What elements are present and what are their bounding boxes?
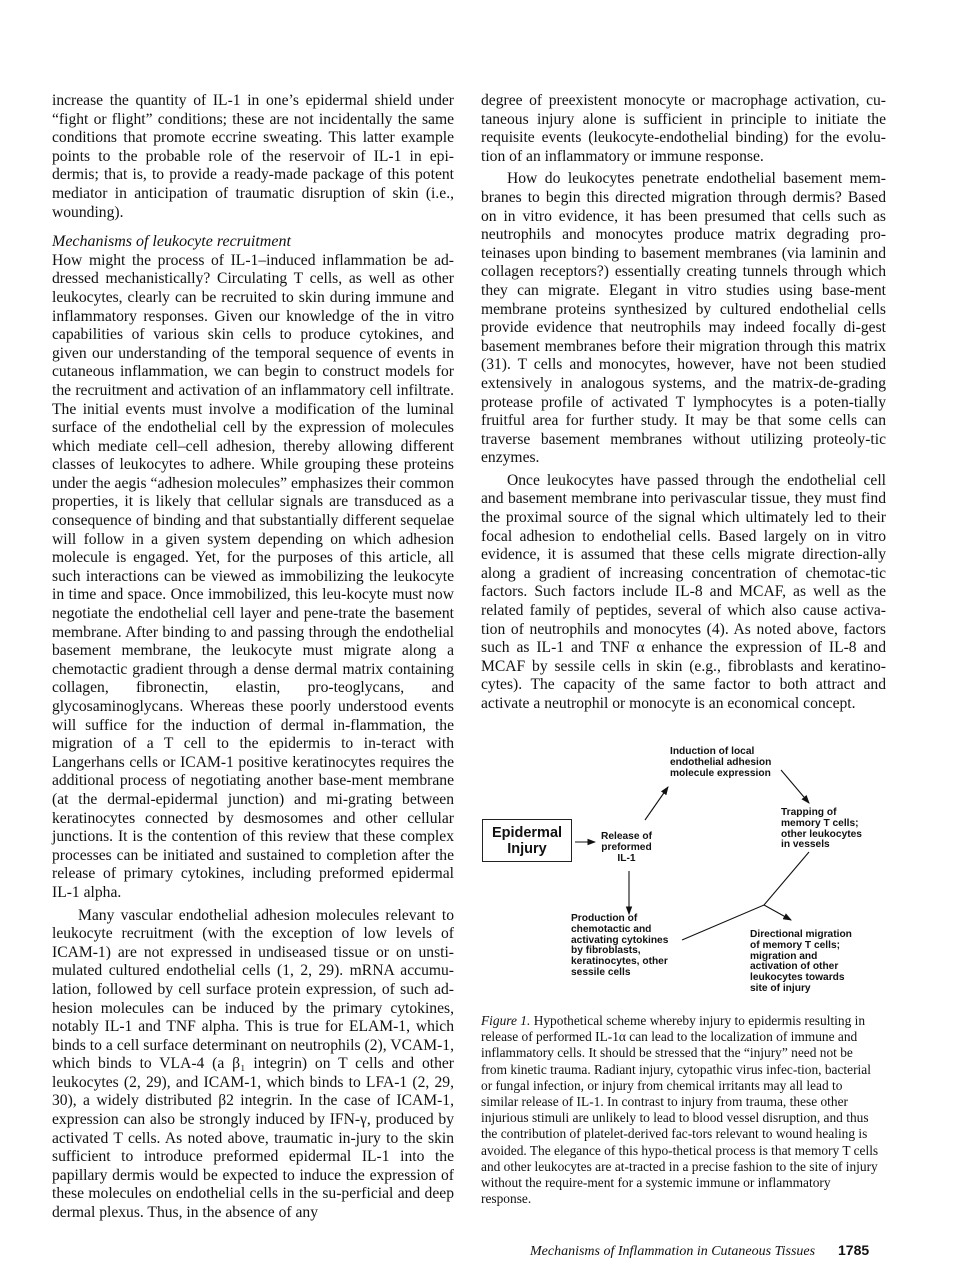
paragraph: How do leukocytes penetrate endothelial basement mem-branes to begin this directed migration through dermis? Based on in vitro evidence, it has been presumed that cells such as neutrophils and monocytes produce matrix degrading pro-teinases upon binding to basement membranes (via laminin and collagen receptors?) essentially creating tunnels through which they can migrate. Elegant in vitro studies using base-ment membrane proteins synthesized by cultured endothelial cells provide evidence that neutrophils may indeed focally di-gest basement membranes before their migration through this matrix (31). T cells and monocytes, however, have not been studied extensively in analogous systems, and the matrix-de-grading protease profile of activated T lymphocytes is a poten-tially fruitful area for further study. It may be that some cells can traverse basement membranes without utilizing proteoly-tic enzymes.	[481, 170, 886, 467]
node-text: migration and	[750, 950, 818, 962]
left-column	[52, 92, 454, 1223]
node-text: activation of other	[750, 961, 839, 973]
node-text: chemotactic and	[571, 923, 652, 935]
node-text: molecule expression	[670, 767, 771, 779]
node-text: Epidermal	[491, 824, 563, 841]
paragraph: Many vascular endothelial adhesion molecules relevant to leukocyte recruitment (with the exception of low levels of ICAM-1) are not expressed in undiseased tissue or on unsti-mulated cultured endothelial cells (1, 2, 29). mRNA accumu-lation, followed by cell surface protein expression, of such ad-hesion molecules can be induced by the primary cytokines, notably IL-1 and TNF alpha. This is true for ELAM-1, which binds to a cell surface determinant on neutrophils (2), VCAM-1, which binds to VLA-4 (a β₁ integrin) on T cells and other leukocytes (2, 29), and ICAM-1, which binds to LFA-1 (2, 29, 30), a widely distributed β2 integrin. In the case of ICAM-1, expression can also be strongly induced by IFN-γ, produced by activated T cells. As noted above, traumatic in-jury to the skin sufficient to introduce preformed epidermal IL-1 into the papillary dermis would be expected to induce the expression of these molecules on endothelial cells in the su-perficial and deep dermal plexus. Thus, in the absence of any	[52, 906, 454, 1222]
node-text: by fibroblasts,	[571, 945, 641, 957]
paragraph: increase the quantity of IL-1 in one’s epidermal shield under “fight or flight” conditions; these are not incidentally the same conditions that promote eccrine sweating. This latter example points to the probable role of the reservoir of IL-1 in epi-dermis; that is, to provide a ready-made package of this potent mediator in anticipation of traumatic disruption of skin (i.e., wounding).	[52, 92, 454, 221]
node-text: Production of	[571, 913, 638, 924]
trapping-node	[781, 808, 862, 851]
node-text: keratinocytes, other	[571, 956, 668, 968]
node-text: Release of	[601, 831, 652, 842]
paragraph: degree of preexistent monocyte or macrophage activation, cu-taneous injury alone is sufficient in principle to initiate the requisite events (leukocyte-endothelial binding) for the evolu-tion of an inflammatory or immune response.	[481, 92, 886, 165]
node-text: site of injury	[750, 982, 811, 994]
node-text: IL-1	[617, 852, 636, 864]
node-text: Directional migration	[750, 929, 852, 940]
node-text: Trapping of	[781, 807, 837, 818]
right-column	[481, 92, 886, 714]
directional-migration-node	[750, 930, 852, 995]
induction-node	[670, 747, 771, 779]
release-node	[601, 832, 652, 864]
running-title: Mechanisms of Inflammation in Cutaneous Tissues	[530, 1244, 816, 1259]
caption-text: Hypothetical scheme whereby injury to epidermis resulting in release of performed IL-1α can lead to the localization of immune and inflammatory cells. It should be stressed that the “injury” need not be from kinetic trauma. Radiant injury, cytopathic virus infec-tion, bacterial or fungal infection, or injury from chemical irritants may all lead to similar release of IL-1. In contrast to injury from trauma, these other injurious stimuli are unlikely to lead to blood vessel disruption, and thus the contribution of platelet-derived fac-tors relevant to wound healing is avoided. The elegance of this hypo-thetical process is that memory T cells and other leukocytes are at-tracted in a precise fashion to the site of injury without the require-ment for a systemic immune or inflammatory response.	[481, 1013, 879, 1207]
figure-caption	[481, 1013, 881, 1207]
node-text: endothelial adhesion	[670, 756, 772, 768]
paragraph: How might the process of IL-1–induced inflammation be ad-dressed mechanistically? Circulating T cells, as well as other leukocytes, clearly can be recruited to skin during immune and inflammatory responses. Given our knowledge of the in vitro capabilities of various skin cells to produce cytokines, and given our understanding of the temporal sequence of events in cutaneous inflammation, we can begin to construct models for the recruitment and activation of an inflammatory cell infiltrate. The initial events must involve a modification of the luminal surface of the endothelial cell by the expression of molecules which mediate cell–cell adhesion, thereby allowing different classes of leukocytes to adhere. While grouping these proteins under the aegis “adhesion molecules” emphasizes their common properties, it is likely that cellular signals are transduced as a consequence of binding and that substantially different sequelae will follow in a given system depending on which adhesion molecule is engaged. Yet, for the purposes of this article, all such interactions can be viewed as immobilizing the leukocyte in time and space. Once immobilized, this leu-kocyte must now negotiate the endothelial cell layer and pene-trate the basement membrane. After binding to and passing through the endothelial basement membrane, the leukocyte must migrate along a chemotactic gradient through a dense dermal matrix containing collagen, fibronectin, elastin, pro-teoglycans, and glycosaminoglycans. Whereas these poorly understood events will suffice for the induction of dermal in-flammation, the migration of a T cell to the epidermis to in-teract with Langerhans cells or ICAM-1 positive keratinocytes requires the additional process of negotiating another base-ment membrane (at the dermal-epidermal junction) and mi-grating between keratinocytes connected by desmosomes and other cellular junctions. It is the contention of this review that these complex processes can be initiated and sustained to completion after the release of primary cytokines, including preformed epidermal IL-1 alpha.	[52, 251, 454, 901]
node-text: memory T cells;	[781, 817, 859, 829]
diagram-arrows	[475, 740, 945, 1005]
page-number: 1785	[838, 1242, 870, 1258]
figure-1-diagram	[475, 740, 945, 1005]
production-node	[571, 914, 668, 979]
node-text: other leukocytes	[781, 828, 862, 840]
node-text: activating cytokines	[571, 934, 669, 946]
node-text: sessile cells	[571, 966, 631, 978]
node-text: Induction of local	[670, 746, 755, 757]
paragraph: Once leukocytes have passed through the endothelial cell and basement membrane into perivascular tissue, they must find the proximal source of the signal which ultimately led to their focal adhesion to endothelial cells. Based largely on in vitro evidence, it is assumed that these cells migrate direction-ally along a gradient of increasing concentration of chemotac-tic factors. Such factors include IL-8 and MCAF, as well as the related family of peptides, several of which also cause activa-tion of neutrophils and monocytes (4). As noted above, factors such as IL-1 and TNF α enhance the expression of IL-8 and MCAF by sessile cells in skin (e.g., fibroblasts and keratino-cytes). The capacity of the same factor to both attract and activate a neutrophil or monocyte is an economical concept.	[481, 471, 886, 712]
node-text: in vessels	[781, 839, 830, 851]
node-text: preformed	[601, 841, 652, 853]
node-text: leukocytes towards	[750, 972, 845, 984]
epidermal-injury-box	[482, 819, 572, 862]
node-text: of memory T cells;	[750, 939, 841, 951]
node-text: Injury	[507, 840, 547, 857]
section-heading: Mechanisms of leukocyte recruitment	[52, 233, 291, 251]
figure-label: Figure 1.	[481, 1013, 531, 1028]
page-footer	[530, 1242, 910, 1260]
